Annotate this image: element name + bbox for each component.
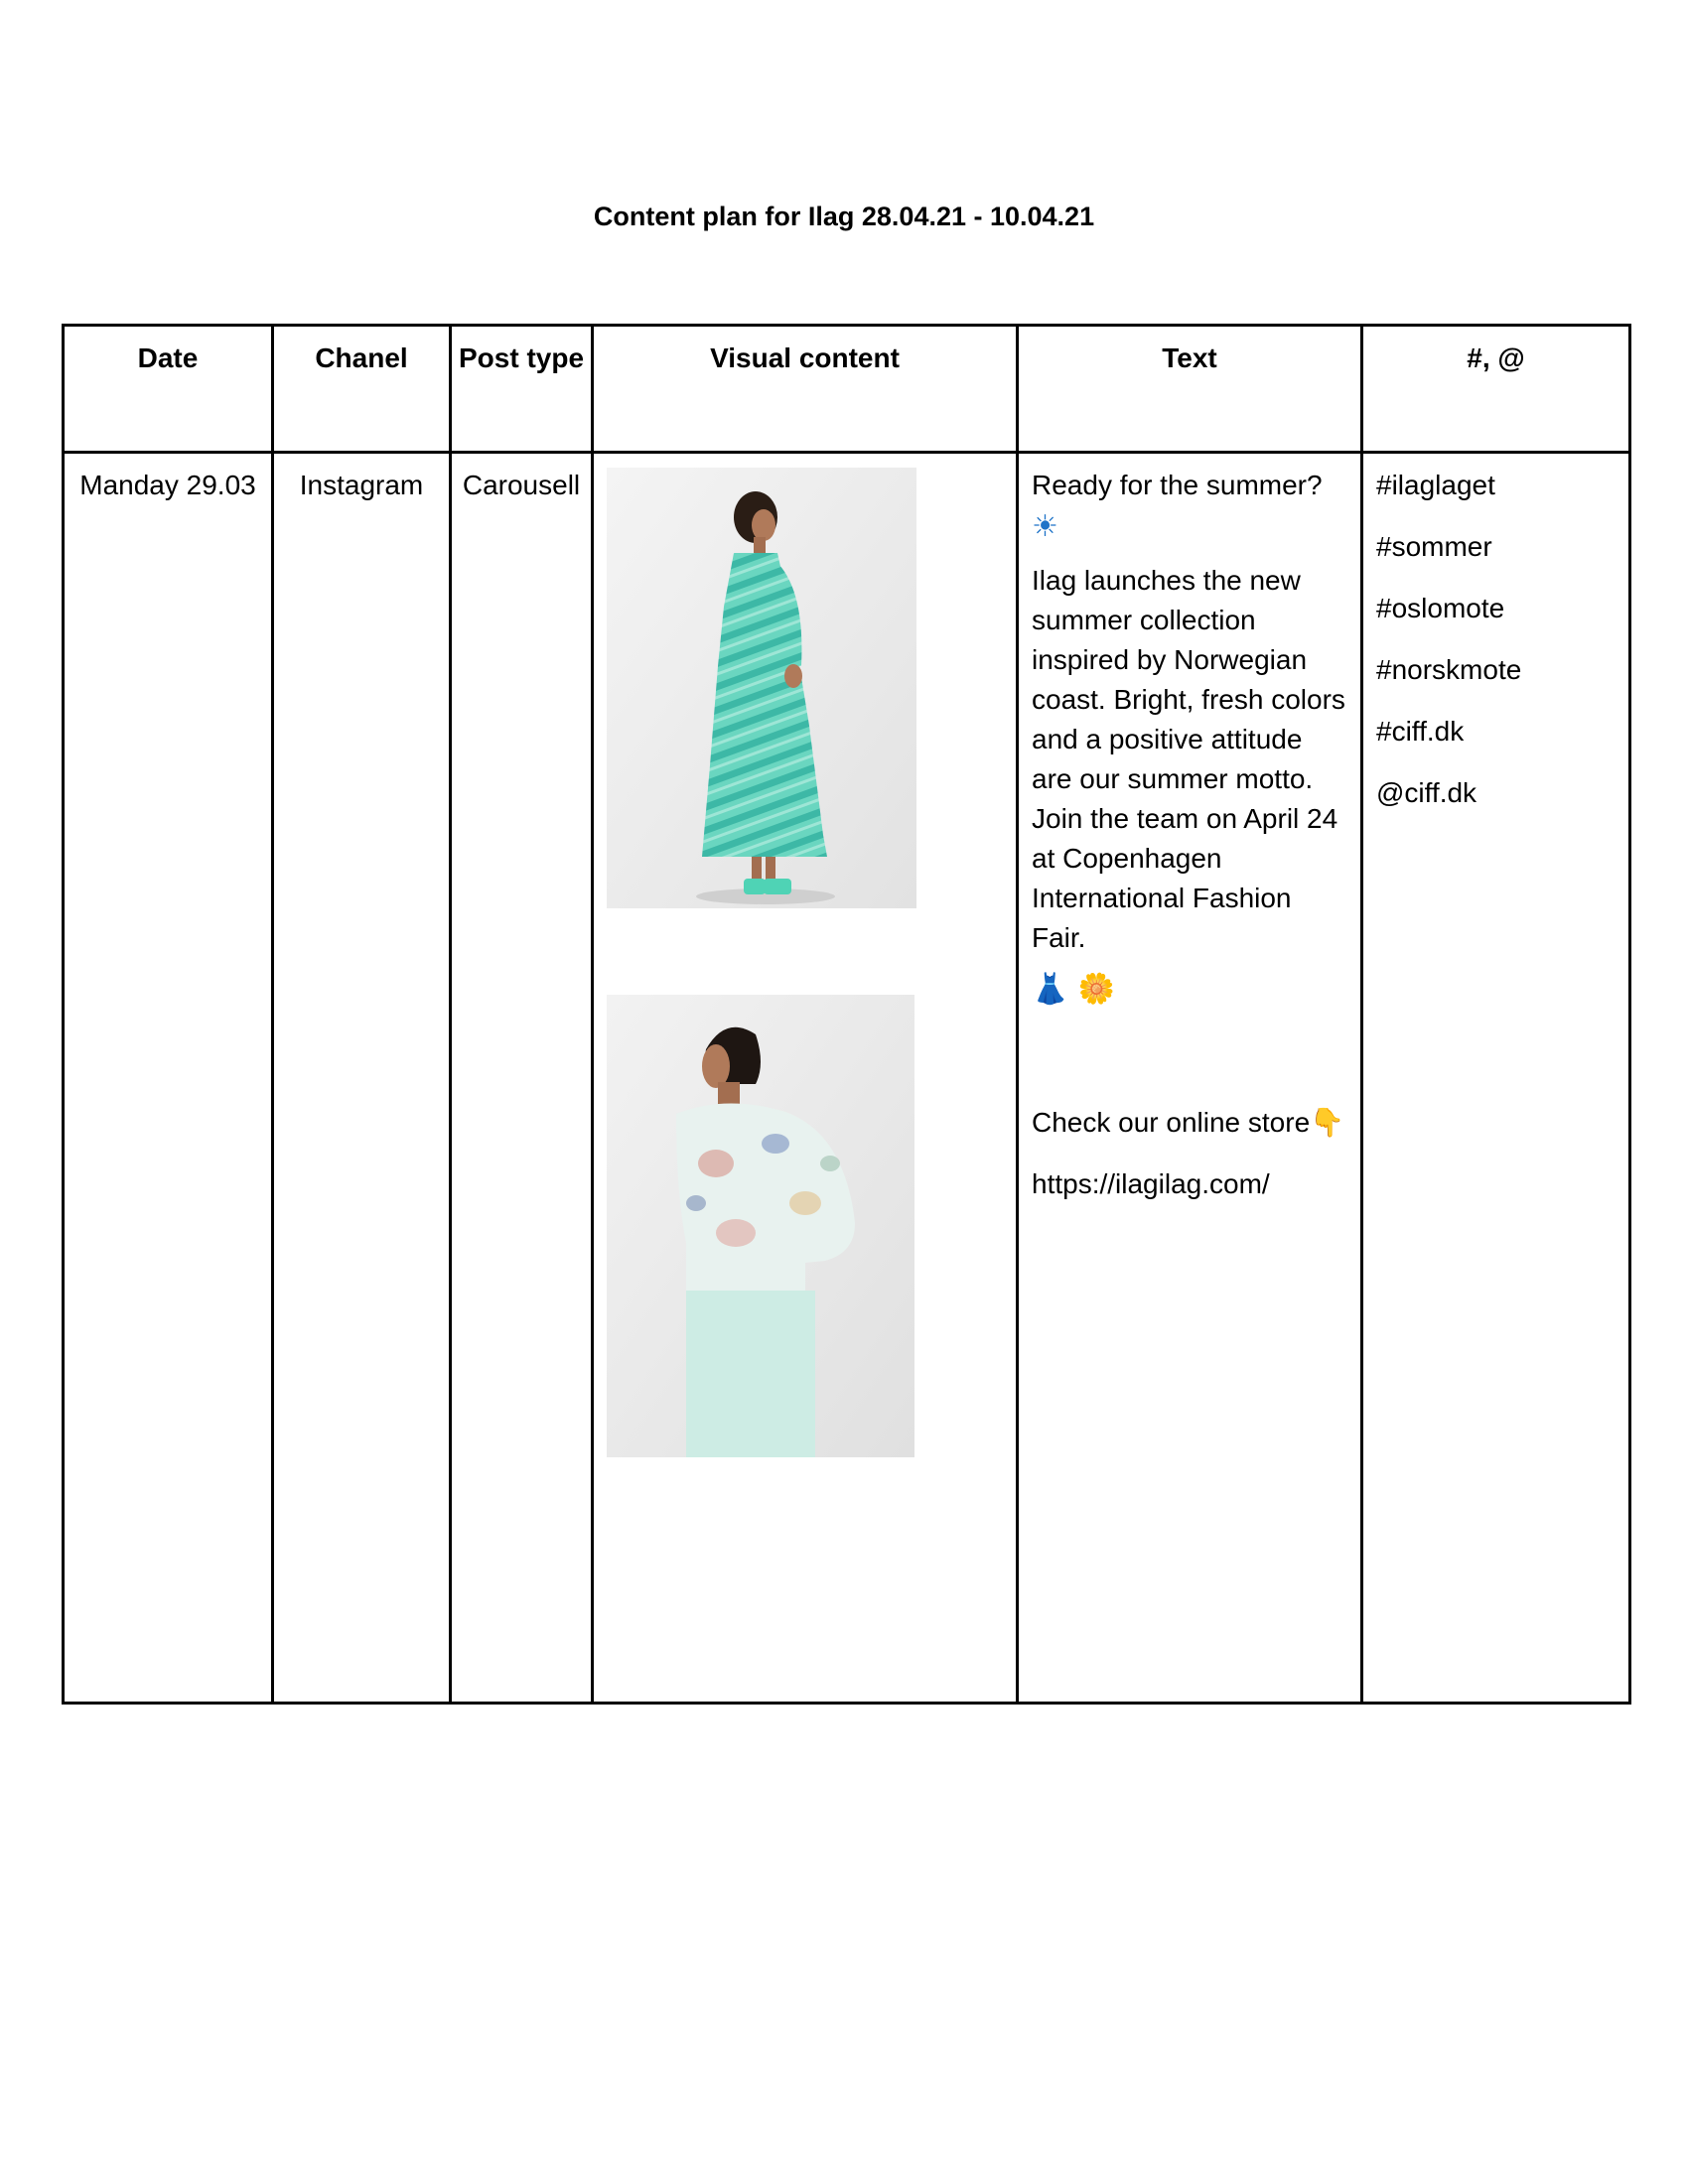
photo-printed-blouse (607, 995, 914, 1457)
content-plan-table (62, 324, 1631, 1705)
dress-flower-icon: 👗 🌼 (1032, 972, 1116, 1007)
pointing-down-icon: 👇 (1310, 1106, 1345, 1139)
hashtag-item: #norskmote (1376, 654, 1522, 685)
header-post-type: Post type (451, 326, 593, 453)
hashtag-item: #sommer (1376, 531, 1492, 562)
mention-item: @ciff.dk (1376, 777, 1477, 808)
cell-text (1018, 453, 1362, 1704)
header-tags: #, @ (1362, 326, 1630, 453)
hashtag-item: #ilaglaget (1376, 470, 1495, 500)
text-store: Check our online store (1032, 1107, 1311, 1138)
cell-visual-content (593, 453, 1018, 1704)
header-visual-content: Visual content (593, 326, 1018, 453)
text-question: Ready for the summer? (1032, 470, 1323, 500)
photo-green-striped-dress (607, 468, 916, 908)
header-text: Text (1018, 326, 1362, 453)
text-store-line (1032, 1103, 1348, 1143)
sun-icon: ☀ (1032, 509, 1058, 544)
spacer (1032, 1024, 1348, 1103)
cell-date: Manday 29.03 (64, 453, 273, 1704)
table-row (64, 453, 1630, 1704)
header-row (64, 326, 1630, 453)
hashtag-item: #oslomote (1376, 593, 1505, 623)
cell-tags (1362, 453, 1630, 1704)
header-channel: Chanel (273, 326, 451, 453)
header-date: Date (64, 326, 273, 453)
cell-channel: Instagram (273, 453, 451, 1704)
store-link[interactable]: https://ilagilag.com/ (1032, 1168, 1270, 1199)
cell-post-type: Carousell (451, 453, 593, 1704)
document-title: Content plan for Ilag 28.04.21 - 10.04.21 (593, 202, 1095, 231)
text-body: Ilag launches the new summer collection inspired by Norwegian coast. Bright, fresh colors and a positive attitude are our summer motto. Join the team on April 24 at Copenhagen International Fashion Fair. (1032, 565, 1345, 953)
hashtag-item: #ciff.dk (1376, 716, 1465, 747)
